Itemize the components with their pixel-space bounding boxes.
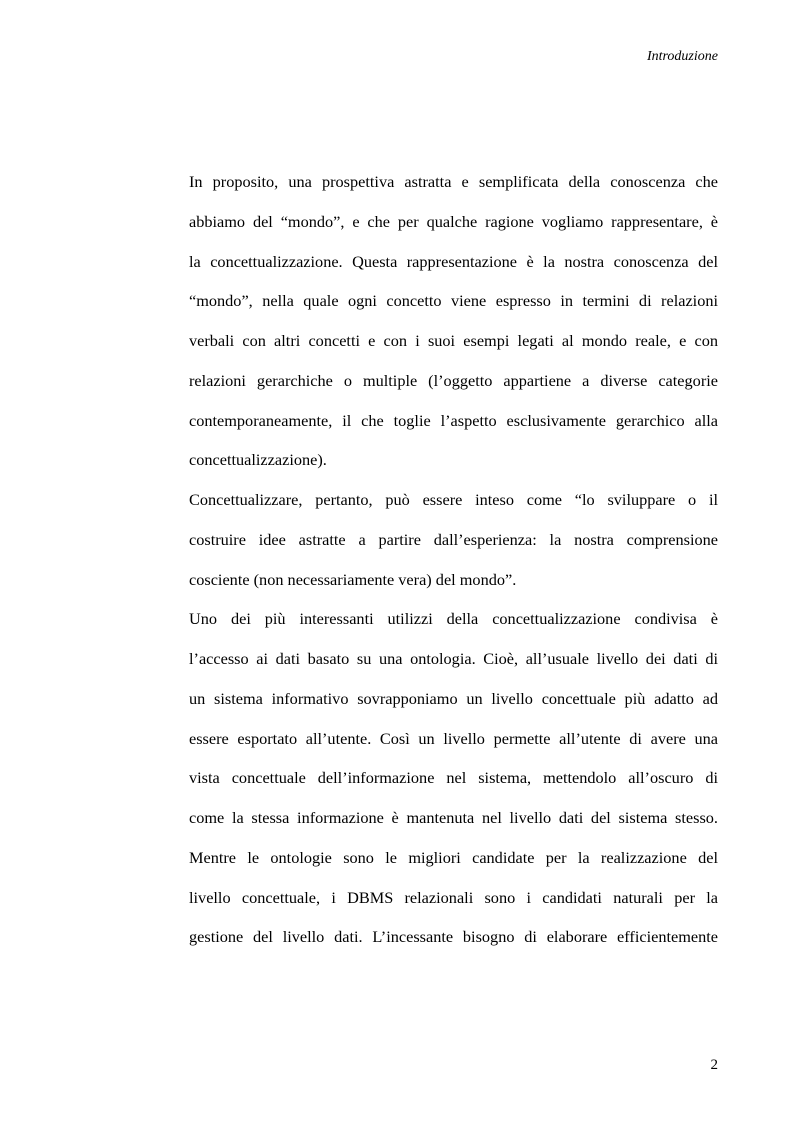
text-line: vista concettuale dell’informazione nel sistema, mettendolo all’oscuro di (189, 768, 718, 788)
body-text (189, 162, 718, 957)
text-line: livello concettuale, i DBMS relazionali sono i candidati naturali per la (189, 887, 718, 907)
text-line: un sistema informativo sovrapponiamo un livello concettuale più adatto ad (189, 688, 718, 708)
text-line: costruire idee astratte a partire dall’esperienza: la nostra comprensione (189, 529, 718, 549)
text-line: verbali con altri concetti e con i suoi esempi legati al mondo reale, e con (189, 331, 718, 350)
text-line: “mondo”, nella quale ogni concetto viene espresso in termini di relazioni (189, 291, 718, 311)
text-line: contemporaneamente, il che toglie l’aspetto esclusivamente gerarchico alla (189, 410, 718, 430)
text-line: gestione del livello dati. L’incessante bisogno di elaborare efficientemente (189, 927, 718, 947)
text-line: l’accesso ai dati basato su una ontologia. Cioè, all’usuale livello dei dati di (189, 649, 718, 668)
text-line: essere esportato all’utente. Così un livello permette all’utente di avere una (189, 728, 718, 748)
running-header: Introduzione (646, 49, 718, 64)
text-line: Uno dei più interessanti utilizzi della concettualizzazione condivisa è (189, 609, 718, 629)
text-line: relazioni gerarchiche o multiple (l’oggetto appartiene a diverse categorie (189, 370, 718, 390)
text-line: abbiamo del “mondo”, e che per qualche ragione vogliamo rappresentare, è (189, 211, 718, 231)
paragraph-end-line: concettualizzazione). (189, 450, 327, 470)
paragraph-end-line: cosciente (non necessariamente vera) del mondo”. (189, 569, 517, 589)
text-line: Concettualizzare, pertanto, può essere inteso come “lo sviluppare o il (189, 490, 718, 509)
text-line: Mentre le ontologie sono le migliori candidate per la realizzazione del (189, 847, 718, 867)
text-line: In proposito, una prospettiva astratta e semplificata della conoscenza che (189, 172, 718, 191)
text-line: la concettualizzazione. Questa rappresentazione è la nostra conoscenza del (189, 251, 718, 271)
page-number: 2 (710, 1057, 718, 1073)
text-line: come la stessa informazione è mantenuta nel livello dati del sistema stesso. (189, 808, 718, 827)
